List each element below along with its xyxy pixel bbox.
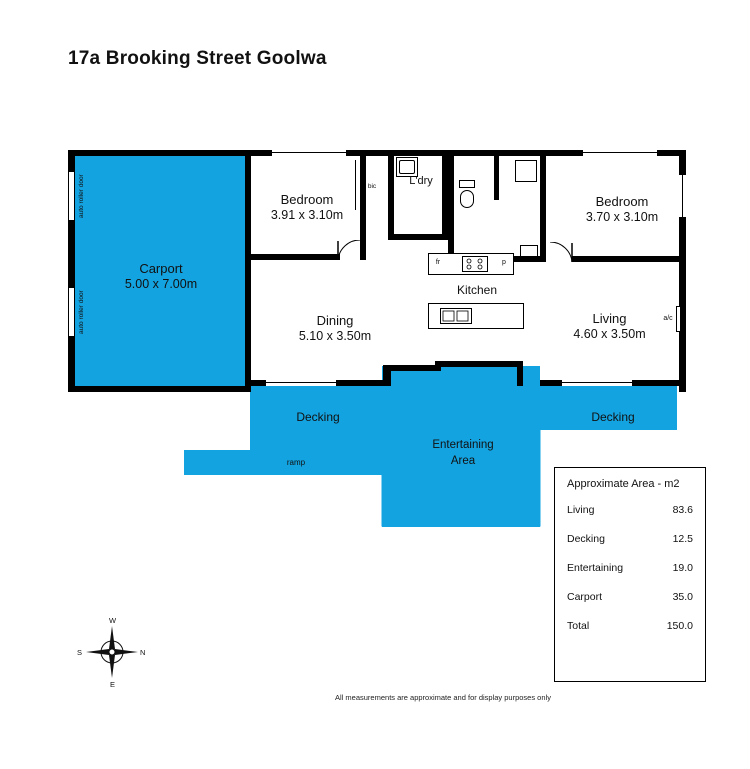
window-bed2-top	[583, 150, 657, 156]
auto-roller-door-label-2: auto roller door	[78, 290, 85, 334]
door-bed2-swing-icon	[542, 242, 576, 276]
roller-door-gap-1	[69, 172, 74, 220]
roller-door-gap-2	[69, 288, 74, 336]
area-table	[554, 467, 706, 682]
bedroom-1-dims: 3.91 x 3.10m	[270, 208, 344, 223]
wall-ldry-left	[388, 150, 394, 240]
area-label-decking: Decking	[567, 533, 605, 545]
kitchen-label: Kitchen	[456, 283, 498, 297]
compass-icon	[80, 620, 144, 684]
compass-label-e: E	[110, 680, 116, 689]
area-row-decking	[567, 533, 693, 545]
wall-bath-divider	[494, 150, 499, 200]
window-line-4	[266, 382, 336, 383]
aircon-label: a/c	[663, 315, 673, 322]
shower-icon	[515, 160, 537, 182]
area-row-entertaining	[567, 562, 693, 574]
room-label-bedroom-1	[252, 192, 362, 224]
bath-icon	[520, 245, 538, 257]
pantry-label: p	[502, 259, 506, 266]
compass-label-w: W	[109, 616, 117, 625]
room-label-bedroom-2	[565, 194, 679, 226]
laundry-label: L'dry	[409, 175, 433, 187]
carport-name: Carport	[139, 261, 183, 276]
area-table-title: Approximate Area - m2	[567, 478, 680, 490]
toilet-icon	[460, 190, 474, 208]
disclaimer-text: All measurements are approximate and for display purposes only	[335, 693, 551, 702]
room-label-carport	[103, 261, 219, 293]
living-dims: 4.60 x 3.50m	[573, 327, 646, 342]
carport-dims: 5.00 x 7.00m	[124, 277, 198, 292]
living-name: Living	[592, 311, 627, 326]
fridge-label: fr	[435, 259, 441, 266]
area-value-living: 83.6	[672, 504, 693, 516]
window-dining-bottom	[266, 380, 336, 386]
wall-carport-bottom	[68, 386, 250, 392]
wall-carport-dining	[245, 150, 251, 392]
room-label-dining	[275, 313, 395, 345]
basin-icon	[459, 180, 475, 188]
area-row-carport	[567, 591, 693, 603]
wall-ldry-bottom	[388, 234, 448, 240]
window-line-3	[682, 175, 683, 217]
entertaining-label-line1: Entertaining	[432, 439, 494, 451]
window-line-2	[583, 152, 657, 153]
area-label-living: Living	[567, 504, 595, 516]
area-label-total: Total	[567, 620, 590, 632]
wall-bath-left	[448, 150, 454, 262]
page-title: 17a Brooking Street Goolwa	[68, 48, 327, 69]
decking-left-label: Decking	[296, 410, 340, 424]
window-living-bottom	[562, 380, 632, 386]
bedroom-2-name: Bedroom	[595, 194, 649, 209]
window-bed1-top	[272, 150, 346, 156]
laundry-trough-icon	[399, 160, 415, 174]
compass-rose	[77, 616, 146, 689]
cooktop-burners-icon	[463, 257, 487, 271]
area-row-living	[567, 504, 693, 516]
bedroom-1-name: Bedroom	[280, 192, 334, 207]
area-value-total: 150.0	[666, 620, 693, 632]
area-value-entertaining: 19.0	[672, 562, 693, 574]
decking-right-label: Decking	[591, 410, 635, 424]
area-label-carport: Carport	[567, 591, 603, 603]
bedroom-2-dims: 3.70 x 3.10m	[585, 210, 659, 225]
area-value-decking: 12.5	[672, 533, 693, 545]
aircon-unit-icon	[676, 306, 681, 332]
sink-bowls-icon	[441, 309, 471, 323]
dining-name: Dining	[316, 313, 354, 328]
slider-line-1	[438, 365, 500, 366]
room-label-living	[552, 311, 667, 343]
window-line-5	[562, 382, 632, 383]
dining-dims: 5.10 x 3.50m	[298, 329, 372, 344]
compass-label-s: S	[77, 648, 83, 657]
entertaining-label-line2: Area	[450, 455, 476, 467]
area-row-total	[567, 620, 693, 632]
compass-label-n: N	[140, 648, 146, 657]
area-value-carport: 35.0	[672, 591, 693, 603]
area-label-entertaining: Entertaining	[567, 562, 624, 574]
ramp-label: ramp	[286, 458, 306, 467]
bic-label: bic	[367, 183, 377, 190]
auto-roller-door-label-1: auto roller door	[78, 174, 85, 218]
window-line-1	[272, 152, 346, 153]
